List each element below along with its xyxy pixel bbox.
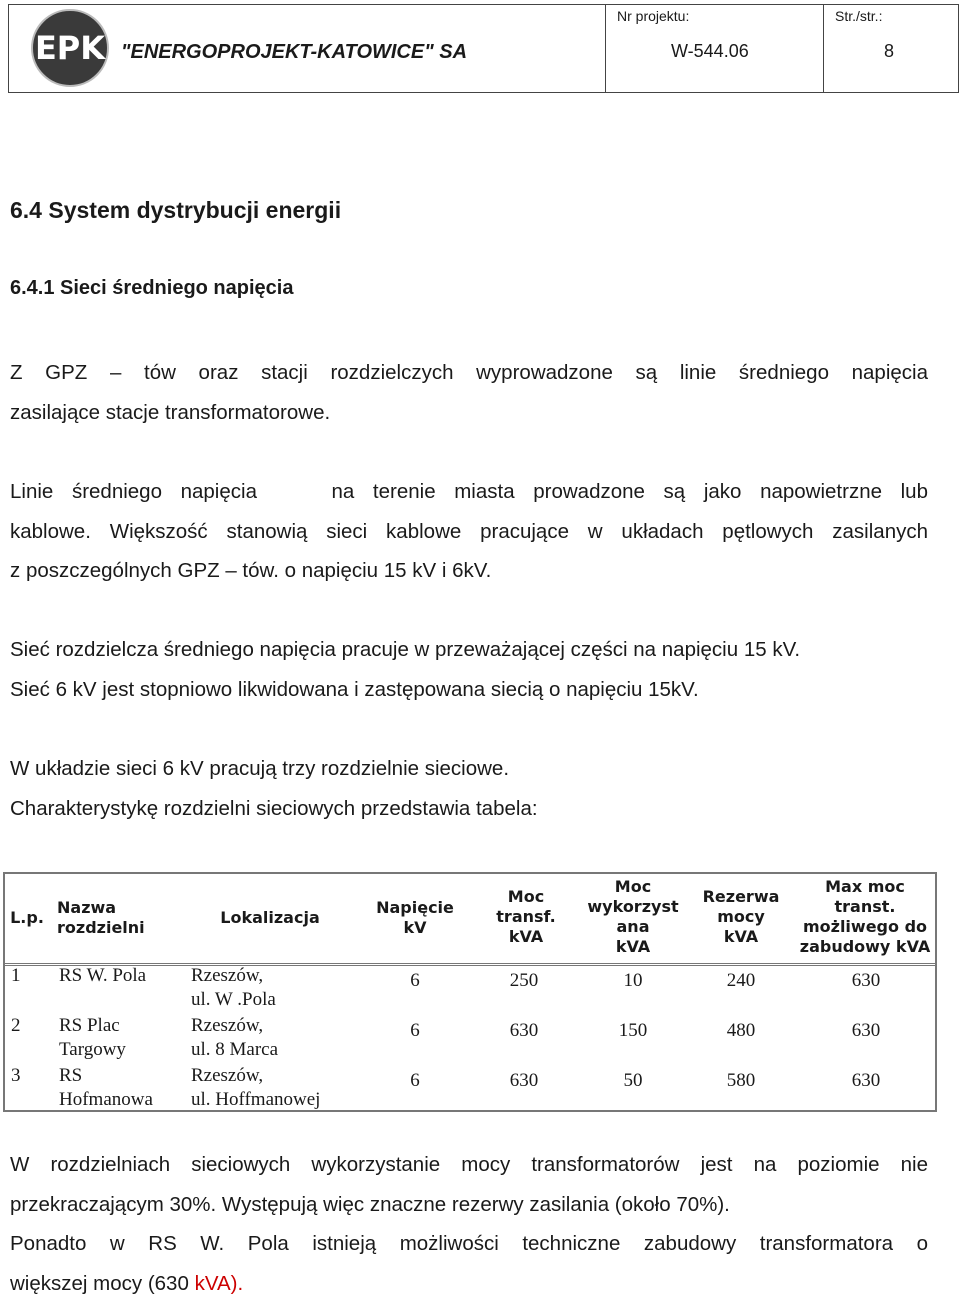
cell-reserve: 240 <box>701 970 781 992</box>
paragraph-line: Linie średniego napięcia na terenie miasta prowadzone są jako napowietrzne lub <box>10 472 928 512</box>
company-logo <box>24 8 120 88</box>
cell-name <box>59 1014 126 1062</box>
document-header <box>8 4 959 93</box>
paragraph-line: z poszczególnych GPZ – tów. o napięciu 15 kV i 6kV. <box>10 551 928 591</box>
header-line: Max moc <box>795 877 935 897</box>
header-line: transt. <box>795 897 935 917</box>
page-number: 8 <box>884 41 894 62</box>
red-unit-text: kVA). <box>195 1272 244 1295</box>
paragraph-line <box>10 1264 928 1303</box>
cell-line: RS W. Pola <box>59 964 146 988</box>
paragraph-1 <box>10 353 928 432</box>
cell-name <box>59 1064 153 1112</box>
cell-line: ul. Hoffmanowej <box>191 1088 320 1112</box>
logo-text: EPK <box>35 29 106 67</box>
cell-reserve: 480 <box>701 1020 781 1042</box>
cell-line: Rzeszów, <box>191 964 276 988</box>
paragraph-line: kablowe. Większość stanowią sieci kablowe pracujące w układach pętlowych zasilanych <box>10 512 928 552</box>
paragraph-line: Charakterystykę rozdzielni sieciowych przedstawia tabela: <box>10 789 928 829</box>
header-line: Moc <box>583 877 683 897</box>
cell-line: Rzeszów, <box>191 1014 278 1038</box>
section-heading: 6.4 System dystrybucji energii <box>10 197 341 224</box>
paragraph-line: Ponadto w RS W. Pola istnieją możliwości techniczne zabudowy transformatora o <box>10 1224 928 1264</box>
cell-line: RS Plac <box>59 1014 126 1038</box>
header-line: kVA <box>583 937 683 957</box>
cell-line: ul. W .Pola <box>191 988 276 1012</box>
column-header-used-power <box>583 877 683 957</box>
header-line: kVA <box>691 927 791 947</box>
subsection-heading: 6.4.1 Sieci średniego napięcia <box>10 277 293 300</box>
cell-line: Targowy <box>59 1038 126 1062</box>
cell-voltage: 6 <box>375 1020 455 1042</box>
cell-max-power: 630 <box>826 1070 906 1092</box>
paragraph-line: W rozdzielniach sieciowych wykorzystanie mocy transformatorów jest na poziomie nie <box>10 1145 928 1185</box>
project-number-label: Nr projektu: <box>617 8 689 24</box>
cell-reserve: 580 <box>701 1070 781 1092</box>
paragraph-line: Z GPZ – tów oraz stacji rozdzielczych wyprowadzone są linie średniego napięcia <box>10 353 928 393</box>
paragraph-3 <box>10 630 928 709</box>
paragraph-5 <box>10 1145 928 1303</box>
column-header-reserve <box>691 887 791 947</box>
cell-transformer-power: 630 <box>484 1070 564 1092</box>
column-header-lp: L.p. <box>9 908 45 928</box>
header-line: Moc <box>481 887 571 907</box>
paragraph-4 <box>10 749 928 828</box>
header-line: ana <box>583 917 683 937</box>
text-span: większej mocy (630 <box>10 1272 195 1295</box>
company-name: "ENERGOPROJEKT-KATOWICE" SA <box>121 41 467 64</box>
cell-line: Hofmanowa <box>59 1088 153 1112</box>
header-line: zabudowy kVA <box>795 937 935 957</box>
cell-location <box>191 1064 320 1112</box>
cell-name <box>59 964 146 988</box>
cell-location <box>191 964 276 1012</box>
cell-lp: 3 <box>11 1064 21 1088</box>
page-label: Str./str.: <box>835 8 882 24</box>
header-divider <box>605 5 606 92</box>
paragraph-line: W układzie sieci 6 kV pracują trzy rozdzielnie sieciowe. <box>10 749 928 789</box>
column-header-voltage <box>365 898 465 938</box>
header-line: transf. <box>481 907 571 927</box>
header-line: wykorzyst <box>583 897 683 917</box>
header-line: Napięcie <box>365 898 465 918</box>
header-line: rozdzielni <box>57 918 147 938</box>
cell-used-power: 150 <box>593 1020 673 1042</box>
cell-max-power: 630 <box>826 1020 906 1042</box>
header-line: mocy <box>691 907 791 927</box>
cell-line: ul. 8 Marca <box>191 1038 278 1062</box>
header-line: Rezerwa <box>691 887 791 907</box>
paragraph-line: przekraczającym 30%. Występują więc znaczne rezerwy zasilania (około 70%). <box>10 1185 928 1225</box>
paragraph-line: zasilające stacje transformatorowe. <box>10 393 928 433</box>
header-line: możliwego do <box>795 917 935 937</box>
project-number-value: W-544.06 <box>671 41 749 62</box>
column-header-name <box>57 898 147 938</box>
paragraph-line: Sieć 6 kV jest stopniowo likwidowana i zastępowana siecią o napięciu 15kV. <box>10 670 928 710</box>
cell-used-power: 50 <box>593 1070 673 1092</box>
column-header-location: Lokalizacja <box>195 908 345 928</box>
header-line: Nazwa <box>57 898 147 918</box>
column-header-transformer-power <box>481 887 571 947</box>
header-divider <box>823 5 824 92</box>
cell-transformer-power: 250 <box>484 970 564 992</box>
paragraph-2 <box>10 472 928 591</box>
cell-line: Rzeszów, <box>191 1064 320 1088</box>
paragraph-line: Sieć rozdzielcza średniego napięcia pracuje w przeważającej części na napięciu 15 kV. <box>10 630 928 670</box>
cell-voltage: 6 <box>375 970 455 992</box>
cell-voltage: 6 <box>375 1070 455 1092</box>
cell-lp: 2 <box>11 1014 21 1038</box>
cell-lp: 1 <box>11 964 21 988</box>
cell-transformer-power: 630 <box>484 1020 564 1042</box>
substations-table <box>3 872 937 1112</box>
cell-line: RS <box>59 1064 153 1088</box>
column-header-max-power <box>795 877 935 957</box>
header-line: kVA <box>481 927 571 947</box>
cell-used-power: 10 <box>593 970 673 992</box>
cell-location <box>191 1014 278 1062</box>
cell-max-power: 630 <box>826 970 906 992</box>
header-line: kV <box>365 918 465 938</box>
